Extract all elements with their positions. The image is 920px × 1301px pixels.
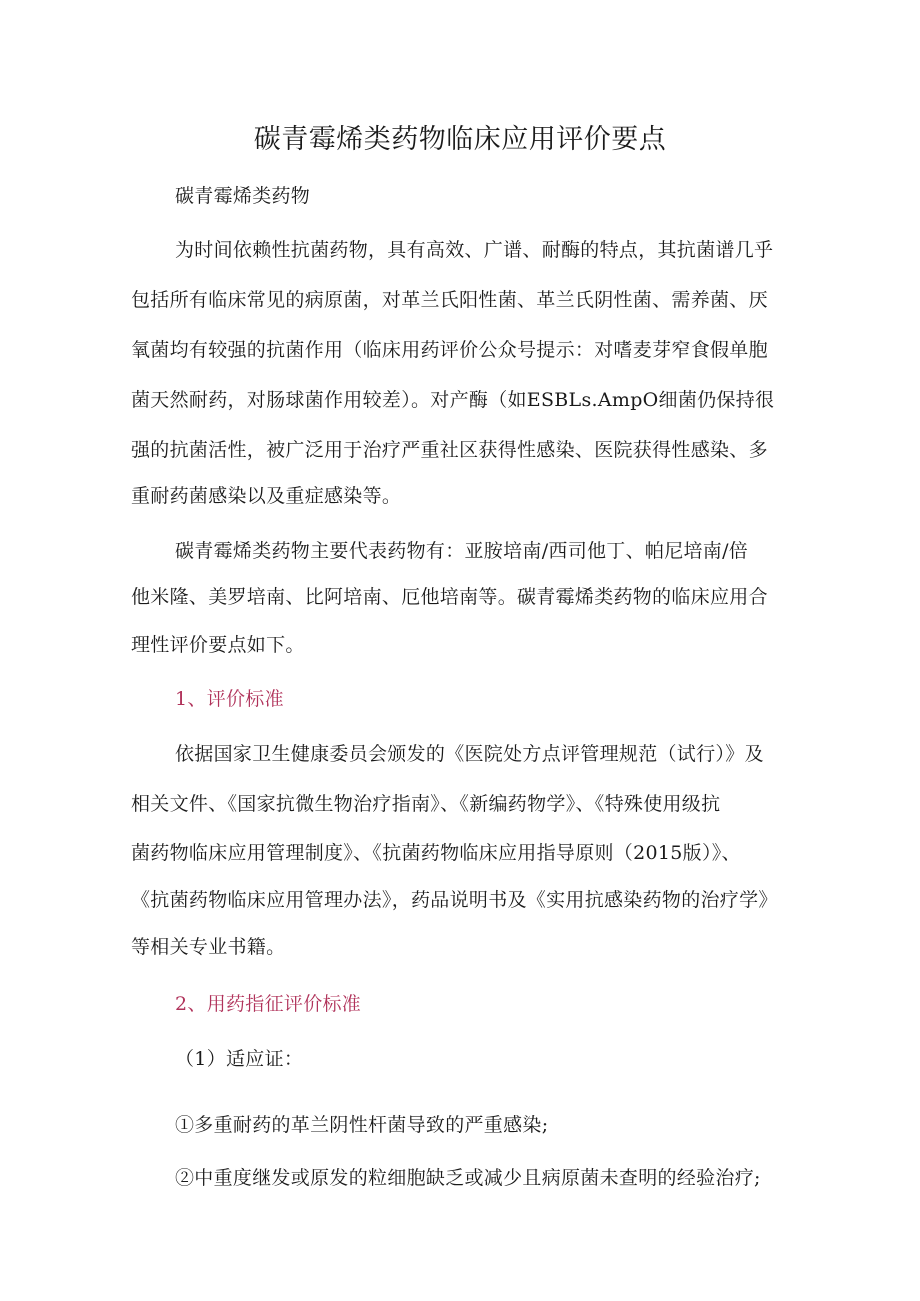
para1-line: 包括所有临床常见的病原菌，对革兰氏阳性菌、革兰氏阴性菌、需养菌、厌 [131,289,768,311]
para1-line: 氧菌均有较强的抗菌作用（临床用药评价公众号提示：对嗜麦芽窄食假单胞 [131,339,768,361]
para1-line: 为时间依赖性抗菌药物，具有高效、广谱、耐酶的特点，其抗菌谱几乎 [175,239,774,261]
document-title: 碳青霉烯类药物临床应用评价要点 [253,124,667,155]
para2-line: 他米隆、美罗培南、比阿培南、厄他培南等。碳青霉烯类药物的临床应用合 [131,586,768,608]
section1-heading: 1、评价标准 [175,688,284,710]
para1-line: 重耐药菌感染以及重症感染等。 [131,485,402,507]
para1-line: 强的抗菌活性，被广泛用于治疗严重社区获得性感染、医院获得性感染、多 [131,439,768,461]
para1-line: 菌天然耐药，对肠球菌作用较差）。对产酶（如ESBLs.AmpO细菌仍保持很 [131,389,775,411]
list-item: ②中重度继发或原发的粒细胞缺乏或减少且病原菌未查明的经验治疗; [175,1167,761,1189]
para2-line: 碳青霉烯类药物主要代表药物有：亚胺培南/西司他丁、帕尼培南/倍 [175,540,749,562]
para2-line: 理性评价要点如下。 [131,634,305,656]
para3-line: 依据国家卫生健康委员会颁发的《医院处方点评管理规范（试行）》及 [175,743,764,765]
subtitle: 碳青霉烯类药物 [175,185,311,207]
list-item: ①多重耐药的革兰阴性杆菌导致的严重感染; [175,1114,549,1136]
para3-line: 菌药物临床应用管理制度》、《抗菌药物临床应用指导原则（2015版）》、 [131,842,741,864]
para3-line: 等相关专业书籍。 [131,936,286,958]
section2-heading: 2、用药指征评价标准 [175,993,362,1015]
para3-line: 相关文件、《国家抗微生物治疗指南》、《新编药物学》、《特殊使用级抗 [131,793,721,815]
para3-line: 《抗菌药物临床应用管理办法》，药品说明书及《实用抗感染药物的治疗学》 [131,889,778,911]
subsection-heading: （1）适应证： [175,1048,304,1070]
